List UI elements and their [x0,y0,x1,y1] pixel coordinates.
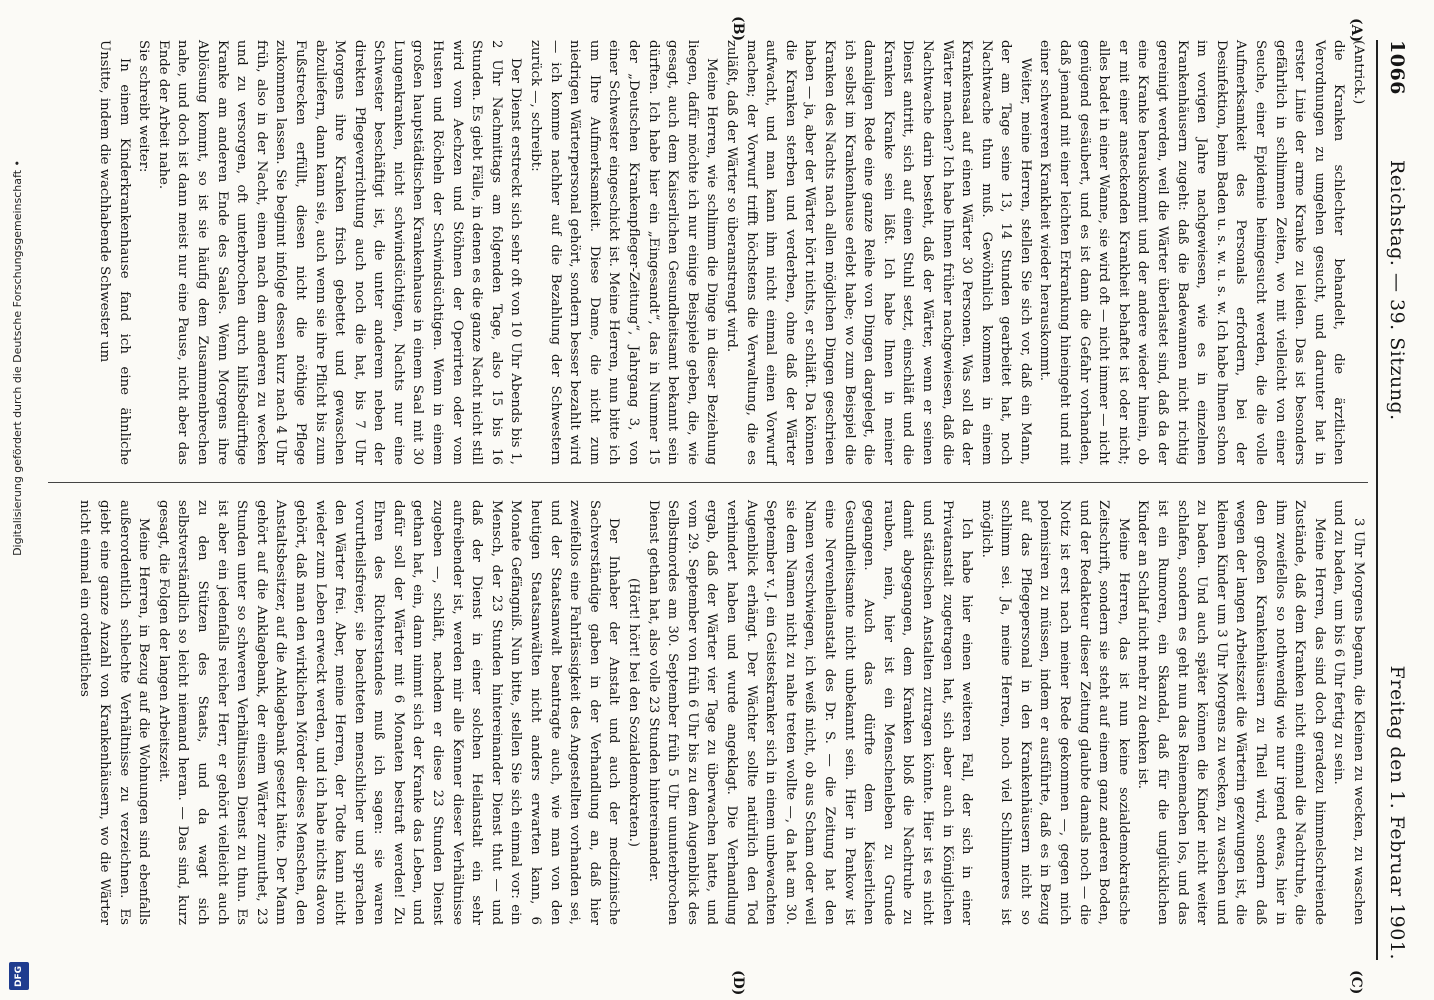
margin-mark-d: (D) [730,970,746,996]
margin-mark-b: (B) [730,16,746,42]
left-column-paragraph: In einem Kinderkrankenhause fand ich eine ähnliche Unsitte, indem die wachhabende Schwester um [97,40,132,465]
left-column-paragraph: Sie schreibt weiter: [136,40,152,173]
right-column-paragraph: Meine Herren, das ist nun keine sozialdemokratische Zeitschrift, sondern sie steht auf einem ganz anderen Boden, und der Redakteur dieser Zeitung glaubte damals noch — die Notiz ist erst nach meiner Rede gekommen —, gegen mich polemisiren zu müssen, indem er ausführte, daß es in Bezug auf das Pflegepersonal in den Krankenhäusern nicht so schlimm sei. Ja, meine Herren, noch viel Schlimmeres ist möglich. [978,500,1131,925]
right-column-paragraph: 3 Uhr Morgens begann, die Kleinen zu wecken, zu waschen und zu baden, um bis 6 Uhr fertig zu sein. [1331,500,1366,925]
left-column-paragraph: Meine Herren, wie schlimm die Dinge in dieser Beziehung liegen, dafür möchte ich nur einige Beispiele geben, die, wie gesagt, auch dem Kaiserlichen Gesundheitsamt bekannt sein dürften. Ich habe hier ein „Eingesandt“, das in Nummer 15 der „Deutschen Krankenpfleger-Zeitung“, Jahrgang 3, von einer Schwester eingeschickt ist. Meine Herren, nun bitte ich um Ihre Aufmerksamkeit. Diese Dame, die nicht zum niedrigen Wärterpersonal gehört, sondern besser bezahlt wird — ich komme nachher auf die Bezahlung der Schwestern zurück —, schreibt: [528,40,720,465]
right-column-paragraph: Meine Herren, das sind doch geradezu himmelschreiende Zustände, daß dem Kranken nicht einmal die Nachtruhe, die ihm zweifellos so nothwendig wie nur irgend etwas, hier in den großen Krankenhäusern zu Theil wird, sondern daß wegen der langen Arbeitszeit die Wärterin gezwungen ist, die kleinen Kinder um 3 Uhr Morgens zu wecken, zu waschen und zu baden. Und auch später können die Kinder nicht weiter schlafen, sondern es geht nun das Reinemachen los, und das ist ein Rumoren, ein Skandal, daß für die unglücklichen Kinder an Schlaf nicht mehr zu denken ist. [1135,500,1327,925]
left-column-paragraph: die Kranken schlechter behandelt, die ärztlichen Verordnungen zu umgehen gesucht, und darunter hat in erster Linie der arme Kranke zu leiden. Das ist besonders gefährlich in schlimmen Zeiten, wo mit vielleicht von einer Seuche, einer Epidemie heimgesucht werden, die die volle Aufmerksamkeit des Personals erfordern, bei der Desinfektion, beim Baden u. s. w. u. s. w. Ich habe Ihnen schon im vorigen Jahre nachgewiesen, wie es in einzelnen Krankenhäusern zugeht: daß die Badewannen nicht richtig gereinigt werden, weil die Wärter überlastet sind, daß da der eine Kranke herauskommt und der andere wieder hinein, ob er mit einer ansteckenden Krankheit behaftet ist oder nicht; alles badet in einer Wanne, sie wird oft — nicht immer — nicht genügend gesäubert, und es ist dann die Gefahr vorhanden, daß jemand mit einer leichten Erkrankung hineingeht und mit einer schwereren Krankheit wieder herauskommt. [1037,40,1347,465]
margin-mark-a: (A) [1348,18,1364,43]
dfg-logo: DFG [9,962,29,990]
right-column-paragraph: Meine Herren, in Bezug auf die Wohnungen sind ebenfalls außerordentlich schlechte Verhältnisse zu verzeichnen. Es giebt eine ganze Anzahl von Krankenhäusern, wo die Wärter nicht einmal ein ordentliches [77,500,152,925]
page-header [1376,40,1412,960]
page-number: 1066 [1386,40,1408,95]
margin-mark-c: (C) [1348,970,1364,995]
column-divider [48,482,1368,483]
right-column-paragraph: Der Inhaber der Anstalt und auch der medizinische Sachverständige gaben in der Verhandlung an, daß hier zweifellos eine Fahrlässigkeit des Angestellten vorhanden sei, und der Staatsanwalt beantragte auch, wie man von den heutigen Staatsanwälten nicht anders erwarten kann, 6 Monate Gefängniß. Nun bitte, stellen Sie sich einmal vor: ein Mensch, der 23 Stunden hintereinander Dienst thut — und daß der Dienst in einer solchen Heilanstalt ein sehr aufreibender ist, werden mir alle Kenner dieser Verhältnisse zugeben —, schläft, nachdem er diese 23 Stunden Dienst gethan hat, ein, dann nimmt sich der Kranke das Leben, und dafür soll der Wärter mit 6 Monaten bestraft werden! Zu Ehren des Richterstandes muß ich sagen: sie waren vorurtheilsfreier, sie beachteten menschlicher und sprachen den Wärter frei. Aber, meine Herren, der Todte kann nicht wieder zum Leben erweckt werden, und ich habe nichts davon gehört, daß man den wirklichen Mörder dieses Menschen, den Anstaltsbesitzer, auf die Anklagebank gesetzt hätte. Der Mann gehört auf die Anklagebank, der einem Wärter zumuthet, 23 Stunden unter so schweren Verhältnissen Dienst zu thun. Es ist aber ein jedenfalls reicher Herr, er gehört vielleicht auch zu den Stützen des Staats, und da wagt sich selbstverständlich so leicht niemand heran. — Das sind, kurz gesagt, die Folgen der langen Arbeitszeit. [155,500,622,925]
left-column-paragraph: Weiter, meine Herren, stellen Sie sich vor, daß ein Mann, der am Tage seine 13, 14 Stunden gearbeitet hat, noch Nachtwache thun muß. Gewöhnlich kommen in einem Krankensaal auf einen Wärter 30 Personen. Was soll da der Wärter machen? Ich habe Ihnen früher nachgewiesen, daß die Nachtwache darin besteht, daß der Wärter, wenn er seinen Dienst antritt, sich auf einen Stuhl setzt, einschläft und die Kranken Kranke sein läßt. Ich habe Ihnen in meiner damaligen Rede eine ganze Reihe von Dingen dargelegt, die ich selbst im Krankenhause erlebt habe; wo zum Beispiel die Kranken des Nachts nach allen möglichen Dingen geschrieen haben — ja, aber der Wärter hört nichts, er schläft. Da können die Kranken sterben und verderben, ohne daß der Wärter aufwacht, und man kann ihm nicht einmal einen Vorwurf machen; der Vorwurf trifft höchstens die Verwaltung, die es zuläßt, daß der Wärter so überanstrengt wird. [724,40,1033,465]
right-column-paragraph: Ich habe hier einen weiteren Fall, der sich in einer Privatanstalt zugetragen hat, sich aber auch in Königlichen und städtischen Anstalten zutragen könnte. Hier ist es nicht damit abgegangen, dem Kranken bloß die Nachtruhe zu rauben, nein, hier ist ein Menschenleben zu Grunde gegangen. Auch das dürfte dem Kaiserlichen Gesundheitsamte nicht unbekannt sein. Hier in Pankow ist eine Nervenheilanstalt des Dr. S. — die Zeitung hat den Namen verschwiegen, ich weiß nicht, ob aus Scham oder weil sie dem Namen nicht zu nahe treten wollte —, da hat am 30. September v. J. ein Geisteskranker sich in einem unbewachten Augenblick erhängt. Der Wächter sollte natürlich den Tod verhindert haben und wurde angeklagt. Die Verhandlung ergab, daß der Wärter vier Tage zu überwachen hatte, und vom 29. September von früh 6 Uhr bis zu dem Augenblick des Selbstmordes am 30. September früh 5 Uhr ununterbrochen Dienst gethan hat, also volle 23 Stunden hintereinander. [645,500,975,925]
left-column-paragraph: (Antrick.) [1351,40,1366,105]
right-column-paragraph: (Hört! hört! bei den Sozialdemokraten.) [626,577,642,847]
right-column [75,500,1368,925]
left-column-paragraph: Der Dienst erstreckt sich sehr oft von 10 Uhr Abends bis 1, 2 Uhr Nachmittags am folgenden Tage, also 15 bis 16 Stunden. Es giebt Fälle, in denen es die ganze Nacht nicht still wird vom Aechzen und Stöhnen der Operirten oder vom Husten und Röcheln der Schwindsüchtigen. Wenn in einem großen hauptstädtischen Krankenhause in einem Saal mit 30 Lungenkranken, nicht schwindsüchtigen, Nachts nur eine Schwester beschäftigt ist, die unter anderem neben der direkten Pflegeverrichtung auch noch die hat, bis 7 Uhr Morgens ihre Kranken frisch gebettet und gewaschen abzuliefern, dann kann sie, auch wenn sie ihre Pflicht bis zum Fußstrecken erfüllt, diesen nicht die nöthige Pflege zukommen lassen. Sie beginnt infolge dessen kurz nach 4 Uhr früh, also in der Nacht, einen nach dem anderen zu wecken und zu versorgen, oft unterbrochen durch hilfsbedürftige Kranke am anderen Ende des Saales. Wenn Morgens ihre Ablösung kommt, so ist sie häufig dem Zusammenbrechen nahe, und doch ist dann meist nur eine Pause, nicht aber das Ende der Arbeit nahe. [155,40,524,465]
credit-text: Digitalisierung gefördert durch die Deutsche Forschungsgemeinschaft • [11,160,24,556]
digitization-credit [8,160,32,990]
session-title: Reichstag. — 39. Sitzung. [1386,160,1408,421]
left-column [94,40,1368,465]
session-date: Freitag den 1. Februar 1901. [1386,665,1408,960]
